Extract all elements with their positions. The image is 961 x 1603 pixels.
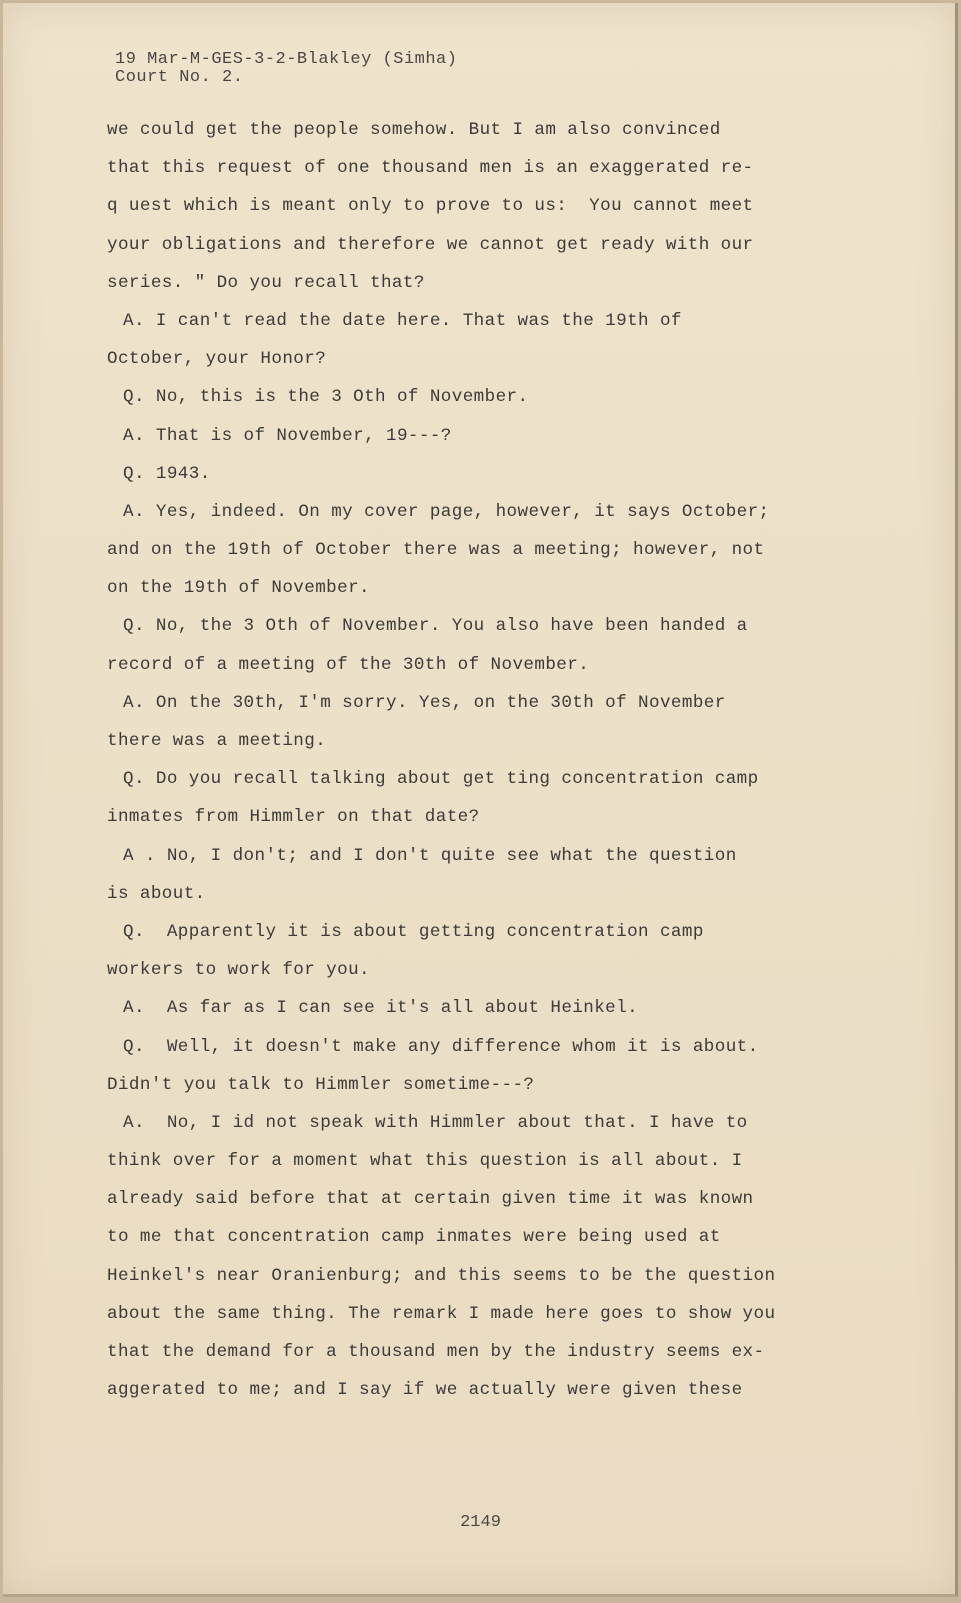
transcript-line: Q. Do you recall talking about get ting concentration camp: [123, 769, 759, 790]
transcript-line: Q. Well, it doesn't make any difference whom it is about.: [123, 1036, 759, 1057]
transcript-line: q uest which is meant only to prove to us: You cannot meet: [107, 196, 754, 217]
transcript-line: is about.: [107, 883, 206, 904]
header-court-line: Court No. 2.: [115, 68, 244, 87]
transcript-line: and on the 19th of October there was a meeting; however, not: [107, 540, 765, 561]
transcript-line: workers to work for you.: [107, 960, 370, 981]
transcript-line: A. I can't read the date here. That was the 19th of: [123, 310, 682, 331]
transcript-line: record of a meeting of the 30th of November.: [107, 654, 590, 675]
transcript-line: inmates from Himmler on that date?: [107, 807, 480, 828]
transcript-line: Didn't you talk to Himmler sometime---?: [107, 1074, 535, 1095]
transcript-line: already said before that at certain given time it was known: [107, 1189, 754, 1210]
document-page: [3, 3, 958, 1597]
transcript-line: Q. No, this is the 3 Oth of November.: [123, 387, 529, 408]
transcript-line: aggerated to me; and I say if we actually were given these: [107, 1380, 743, 1401]
transcript-line: to me that concentration camp inmates were being used at: [107, 1227, 721, 1248]
transcript-line: that the demand for a thousand men by the industry seems ex-: [107, 1342, 765, 1362]
transcript-line: A. No, I id not speak with Himmler about that. I have to: [123, 1112, 748, 1133]
transcript-line: about the same thing. The remark I made here goes to show you: [107, 1303, 776, 1324]
transcript-line: Q. Apparently it is about getting concentration camp: [123, 921, 704, 942]
transcript-line: A. On the 30th, I'm sorry. Yes, on the 30th of November: [123, 692, 726, 713]
transcript-line: think over for a moment what this question is all about. I: [107, 1151, 743, 1172]
transcript-line: Q. 1943.: [123, 463, 211, 484]
transcript-line: we could get the people somehow. But I am also convinced: [107, 120, 721, 140]
transcript-line: Heinkel's near Oranienburg; and this seems to be the question: [107, 1265, 776, 1286]
transcript-body: [107, 111, 867, 1409]
transcript-line: that this request of one thousand men is an exaggerated re-: [107, 158, 754, 179]
transcript-line: on the 19th of November.: [107, 578, 370, 599]
transcript-line: October, your Honor?: [107, 349, 327, 370]
transcript-line: A. That is of November, 19---?: [123, 425, 452, 446]
transcript-line: series. " Do you recall that?: [107, 272, 425, 293]
transcript-line: there was a meeting.: [107, 731, 327, 751]
transcript-line: A. Yes, indeed. On my cover page, however, it says October;: [123, 501, 770, 522]
document-header: [115, 51, 457, 87]
transcript-line: your obligations and therefore we cannot get ready with our: [107, 234, 754, 255]
header-case-line: 19 Mar-M-GES-3-2-Blakley (Simha): [115, 50, 458, 69]
page-number: 2149: [460, 1513, 501, 1532]
transcript-line: Q. No, the 3 Oth of November. You also have been handed a: [123, 616, 748, 637]
transcript-line: A . No, I don't; and I don't quite see what the question: [123, 845, 737, 866]
transcript-line: A. As far as I can see it's all about Heinkel.: [123, 998, 639, 1019]
